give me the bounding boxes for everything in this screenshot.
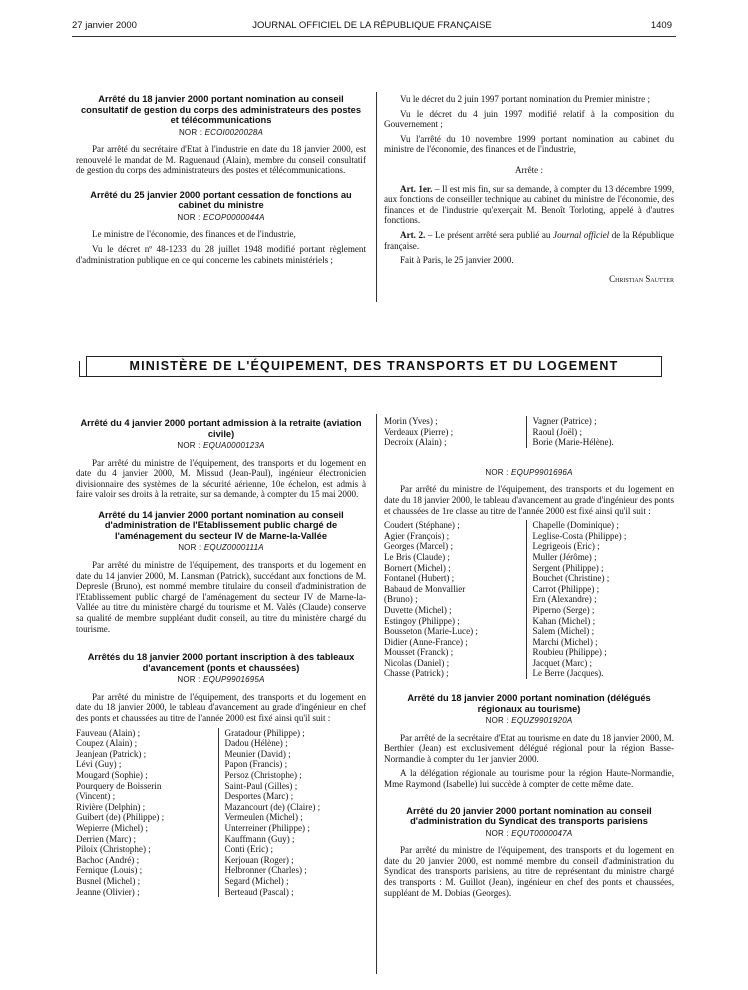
section-title: Arrêté du 18 janvier 2000 portant nomination (délégués régionaux au tourisme)	[407, 693, 651, 714]
nor-reference: NOR : EQUP9901696A	[485, 467, 573, 477]
list-item: Fauveau (Alain) ;	[76, 727, 141, 738]
section-body: Par arrêté du ministre de l'équipement, des transports et du logement en date du 4 janvier 2000, M. Missud (Jean-Paul), ingénieur électronicien divisionnaire des systèmes de la sécurité aérienne, 10e échelon, est admis à faire valoir ses droits à la retraite, sur sa demande, à compter du 15 mai 2000.	[76, 457, 366, 500]
section-body: A la délégation régionale au tourisme pour la région Haute-Normandie, Mme Raymond (Isabelle) lui succède à compter de cette même date.	[384, 768, 674, 790]
list-item: Vermeulen (Michel) ;	[224, 812, 303, 823]
nor-reference: NOR : ECOI0020028A	[178, 127, 264, 137]
list-item: Bornert (Michel) ;	[384, 562, 451, 573]
list-item: Pourquery de Boisserin	[76, 780, 162, 791]
section-body: Par arrêté du ministre de l'équipement, des transports et du logement en date du 20 janvier 2000, est nommé membre du conseil d'administration du Syndicat des transports parisiens, au titre de représentant du ministre chargé des transports : M. Guillot (Jean), ingénieur en chef des ponts et chaussées, suppléant de M. Dobias (Georges).	[384, 845, 674, 898]
names-list-left	[384, 520, 526, 679]
article-2: Art. 2. – Le présent arrêté sera publié au Journal officiel de la République française.	[384, 229, 674, 251]
top-left-column	[76, 94, 366, 269]
list-item: Carrot (Philippe) ;	[532, 583, 600, 594]
section-title: Arrêtés du 18 janvier 2000 portant inscription à des tableaux d'avancement (ponts et chaussées)	[87, 652, 355, 673]
section-body: Vu le décret du 2 juin 1997 portant nomination du Premier ministre ;	[400, 94, 650, 104]
list-item: Wepierre (Michel) ;	[76, 822, 148, 833]
list-item: Babaud de Monvallier	[384, 583, 466, 594]
nor-reference: NOR : EQUZ9901920A	[485, 716, 573, 726]
list-item: Ern (Alexandre) ;	[532, 594, 597, 605]
section-body: Le ministre de l'économie, des finances et de l'industrie,	[92, 229, 296, 240]
ministry-heading: MINISTÈRE DE L'ÉQUIPEMENT, DES TRANSPORTS ET DU LOGEMENT	[86, 356, 662, 377]
list-item: Kerjouan (Roger) ;	[224, 854, 294, 865]
column-divider	[376, 414, 377, 974]
arrete-heading: Arrête :	[514, 164, 544, 175]
names-list	[76, 728, 366, 898]
list-item: Papon (Francis) ;	[224, 759, 288, 770]
section-title: Arrêté du 14 janvier 2000 portant nomination au conseil d'administration de l'Etablissement public chargé de l'aménagement du secteur IV de Marne-la-Vallée	[98, 509, 344, 541]
list-item: Raoul (Joël) ;	[532, 426, 583, 437]
list-item: Mousset (Franck) ;	[384, 647, 454, 658]
nor-reference: NOR : EQUA0000123A	[177, 441, 265, 450]
list-item: Verdeaux (Pierre) ;	[384, 426, 454, 437]
list-item: Duvette (Michel) ;	[384, 604, 452, 615]
nor-reference: NOR : EQUZ0000111A	[178, 543, 264, 553]
list-item: Piperno (Serge) ;	[532, 604, 595, 615]
list-item: Saint-Paul (Gilles) ;	[224, 780, 298, 791]
list-item: Segard (Michel) ;	[224, 875, 289, 886]
nor-reference: NOR : EQUT0000047A	[485, 828, 573, 838]
list-item: Bouchet (Christine) ;	[532, 573, 610, 584]
signature: Christian Sautter	[609, 273, 674, 284]
list-item: Chasse (Patrick) ;	[384, 668, 449, 679]
list-item: Berteaud (Pascal) ;	[224, 886, 294, 897]
list-item: Unterreiner (Philippe) ;	[224, 822, 310, 833]
page-header	[72, 20, 672, 34]
list-item: (Vincent) ;	[76, 791, 116, 802]
header-date: 27 janvier 2000	[72, 20, 137, 31]
list-item: Nicolas (Daniel) ;	[384, 657, 450, 668]
list-item: Salem (Michel) ;	[532, 626, 595, 637]
list-item: Lévi (Guy) ;	[76, 759, 122, 770]
section-body: Par arrêté du ministre de l'équipement, des transports et du logement en date du 18 janvier 2000, le tableau d'avancement au grade d'ingénieur en chef des ponts et chaussées au titre de l'année 2000 est fixé ainsi qu'il suit :	[76, 691, 366, 723]
list-item: Mougard (Sophie) ;	[76, 769, 148, 780]
header-rule	[72, 36, 676, 37]
list-item: Agier (François) ;	[384, 530, 450, 541]
section-body: Par arrêté du secrétaire d'Etat à l'industrie en date du 18 janvier 2000, est renouvelé le mandat de M. Raguenaud (Alain), membre du conseil consultatif de gestion du corps des administrateurs des postes et télécommunications.	[76, 144, 366, 176]
list-item: Dadou (Hélène) ;	[224, 738, 288, 749]
list-item: Estingoy (Philippe) ;	[384, 615, 460, 626]
section-title: Arrêté du 18 janvier 2000 portant nomination au conseil consultatif de gestion du corps des administrateurs des postes et télécommunications	[80, 94, 361, 125]
names-list-right	[526, 416, 675, 448]
section-body: Par arrêté du ministre de l'équipement, des transports et du logement en date du 18 janvier 2000, le tableau d'avancement au grade d'ingénieur des ponts et chaussées de 1re classe au titre de l'année 2000 est fixé ainsi qu'il suit :	[384, 484, 674, 516]
list-item: Chapelle (Dominique) ;	[532, 520, 619, 531]
list-item: Persoz (Christophe) ;	[224, 769, 302, 780]
list-item: Coupez (Alain) ;	[76, 738, 138, 749]
list-item: Bachoc (André) ;	[76, 854, 140, 865]
list-item: Vagner (Patrice) ;	[532, 416, 597, 426]
bottom-right-column	[384, 416, 674, 902]
list-item: Jeanjean (Patrick) ;	[76, 748, 147, 759]
list-item: Muller (Jérôme) ;	[532, 551, 597, 562]
names-list-right	[526, 520, 675, 679]
list-item: Rivière (Delphin) ;	[76, 801, 146, 812]
list-item: Morin (Yves) ;	[384, 416, 438, 426]
list-item: Coudert (Stéphane) ;	[384, 520, 460, 531]
section-title: Arrêté du 4 janvier 2000 portant admission à la retraite (aviation civile)	[80, 418, 362, 439]
list-item: Borie (Marie-Hélène).	[532, 437, 614, 448]
list-item: (Bruno) ;	[384, 594, 418, 605]
names-list-continued	[384, 416, 674, 448]
section-body: Vu le décret nº 48-1233 du 28 juillet 1948 modifié portant règlement d'administration publique en ce qui concerne les cabinets ministériels ;	[76, 244, 366, 265]
article-1: Art. 1er. – Il est mis fin, sur sa demande, à compter du 13 décembre 1999, aux fonctions de conseiller technique au cabinet du ministre de l'économie, des finances et de l'industrie qu'exerçait M. Benoît Torloting, appelé à d'autres fonctions.	[384, 183, 674, 226]
list-item: Marchi (Michel) ;	[532, 636, 598, 647]
column-divider	[376, 92, 377, 302]
section-body: Par arrêté de la secrétaire d'Etat au tourisme en date du 18 janvier 2000, M. Berthier (Jean) est exclusivement délégué régional pour la région Basse-Normandie à compter du 1er janvier 2000.	[384, 732, 674, 764]
list-item: Jacquet (Marc) ;	[532, 657, 593, 668]
list-item: Conti (Eric) ;	[224, 844, 273, 855]
list-item: Gratadour (Philippe) ;	[224, 727, 305, 738]
bottom-left-column	[76, 418, 366, 903]
top-right-column	[384, 94, 674, 284]
list-item: Guibert (de) (Philippe) ;	[76, 812, 165, 823]
names-list-left	[76, 728, 218, 898]
list-item: Leglise-Costa (Philippe) ;	[532, 530, 627, 541]
list-item: Helbronner (Charles) ;	[224, 865, 307, 876]
list-item: Fontanel (Hubert) ;	[384, 573, 455, 584]
list-item: Fernique (Louis) ;	[76, 865, 143, 876]
list-item: Roubieu (Philippe) ;	[532, 647, 607, 658]
signing-place-date: Fait à Paris, le 25 janvier 2000.	[400, 255, 514, 266]
list-item: Busnel (Michel) ;	[76, 875, 141, 886]
list-item: Didier (Anne-France) ;	[384, 636, 468, 647]
header-title: JOURNAL OFFICIEL DE LA RÉPUBLIQUE FRANÇAISE	[252, 20, 492, 31]
list-item: Le Berre (Jacques).	[532, 668, 604, 679]
list-item: Mazancourt (de) (Claire) ;	[224, 801, 321, 812]
list-item: Georges (Marcel) ;	[384, 541, 454, 552]
names-list-right	[218, 728, 367, 898]
names-list-left	[384, 416, 526, 448]
list-item: Derrien (Marc) ;	[76, 833, 137, 844]
list-item: Meunier (David) ;	[224, 748, 291, 759]
nor-reference: NOR : EQUP9901695A	[177, 675, 265, 685]
section-body: Par arrêté du ministre de l'équipement, des transports et du logement en date du 14 janvier 2000, M. Lansman (Patrick), succédant aux fonctions de M. Depresle (Bruno), est nommé membre titulaire du conseil d'administration de l'Etablissement public chargé de l'aménagement du secteur IV de Marne-la-Vallée au titre du ministère chargé du tourisme et M. Valès (Claude) conserve sa qualité de membre suppléant dudit conseil, au titre du ministère chargé du tourisme.	[76, 560, 366, 634]
section-title: Arrêté du 25 janvier 2000 portant cessation de fonctions au cabinet du ministre	[90, 189, 352, 211]
section-title: Arrêté du 20 janvier 2000 portant nomination au conseil d'administration du Syndicat des transports parisiens	[406, 805, 652, 827]
nor-reference: NOR : ECOP0000044A	[177, 212, 265, 222]
list-item: Jeanne (Olivier) ;	[76, 886, 140, 897]
list-item: Le Bris (Claude) ;	[384, 551, 450, 562]
list-item: Kauffmann (Guy) ;	[224, 833, 295, 844]
section-body: Vu le décret du 4 juin 1997 modifié relatif à la composition du Gouvernement ;	[384, 108, 674, 130]
list-item: Desportes (Marc) ;	[224, 791, 294, 802]
list-item: Sergent (Philippe) ;	[532, 562, 604, 573]
header-page-number: 1409	[650, 20, 672, 31]
list-item: Bousseton (Marie-Luce) ;	[384, 626, 478, 637]
section-body: Vu l'arrêté du 10 novembre 1999 portant nomination au cabinet du ministre de l'économie, des finances et de l'industrie,	[384, 133, 674, 155]
list-item: Decroix (Alain) ;	[384, 437, 447, 448]
list-item: Legrigeois (Eric) ;	[532, 541, 600, 552]
list-item: Kahan (Michel) ;	[532, 615, 596, 626]
list-item: Piloix (Christophe) ;	[76, 844, 151, 855]
names-list	[384, 520, 674, 679]
